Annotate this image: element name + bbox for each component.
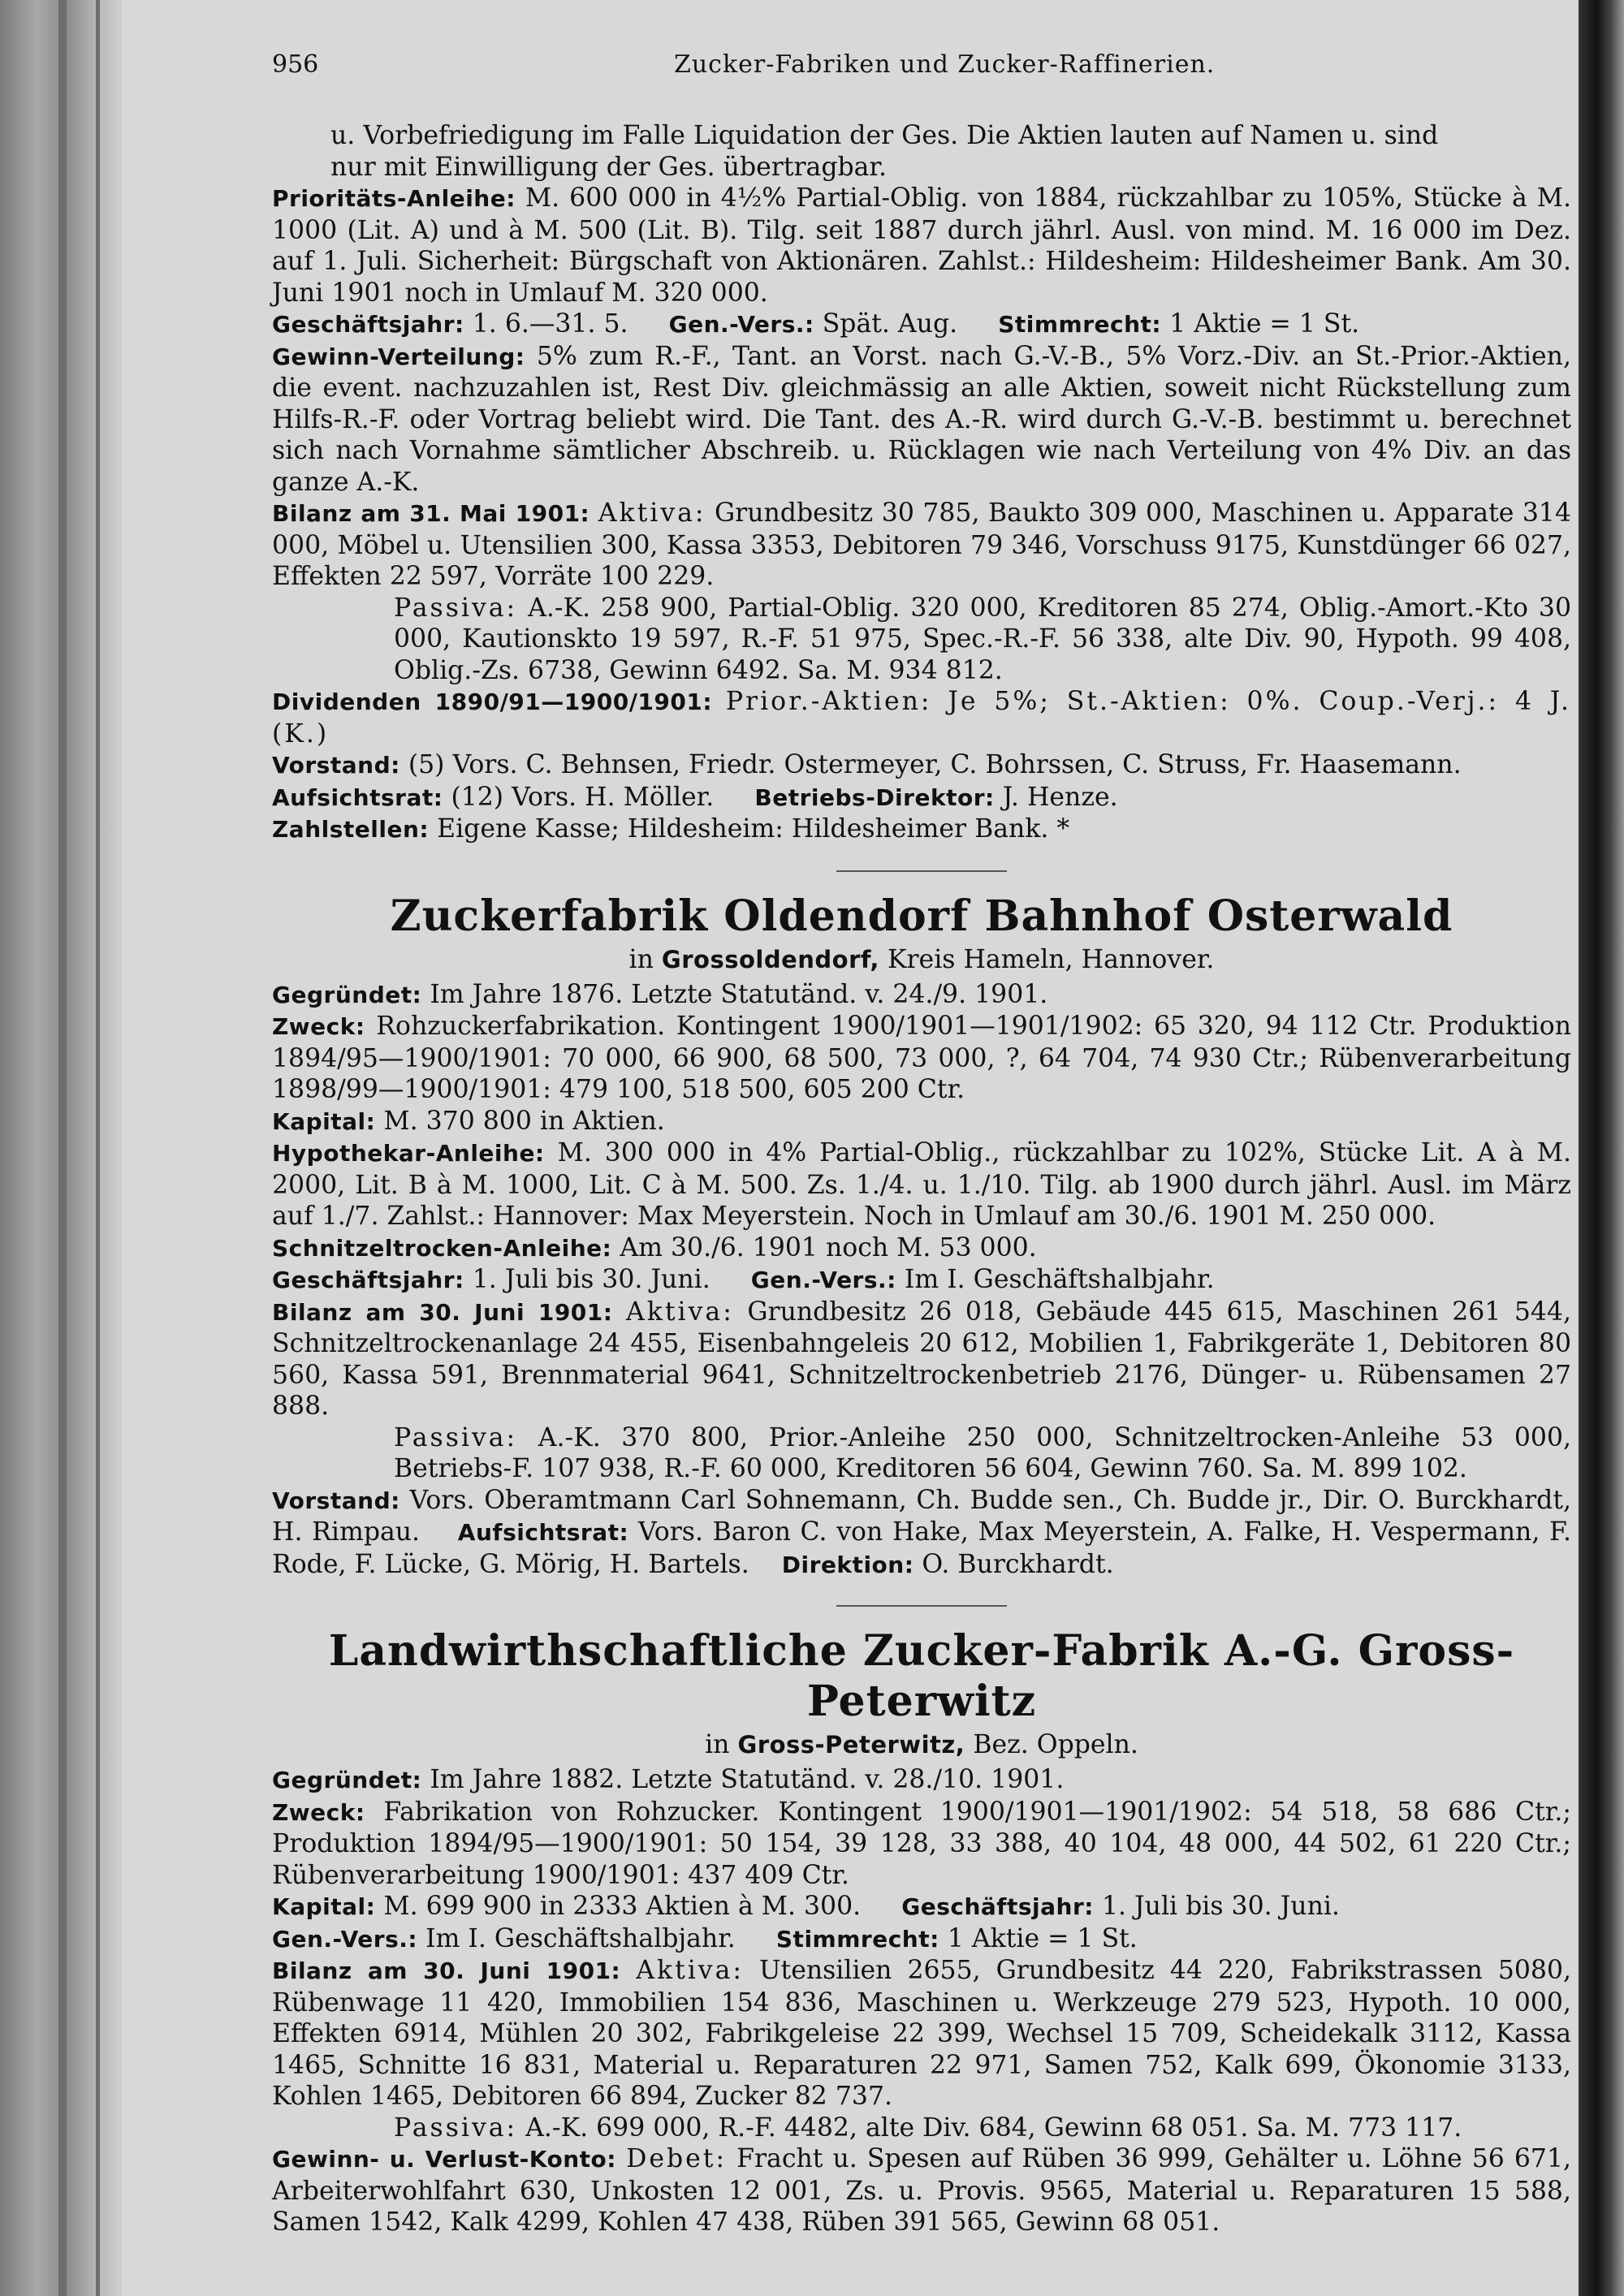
scan-margin-right <box>1579 0 1624 2296</box>
entry-key: Gegründet: <box>272 981 422 1008</box>
entry-text: M. 699 900 in 2333 Aktien à M. 300. <box>383 1892 862 1921</box>
entry-text: (5) Vors. C. Behnsen, Friedr. Ostermeyer, C. Bohrssen, C. Struss, Fr. Haasemann. <box>408 750 1462 779</box>
page-number: 956 <box>272 50 319 79</box>
continuation-line: u. Vorbefriedigung im Falle Liquidation der Ges. Die Aktien lauten auf Namen u. sind <box>330 121 1439 150</box>
entry-text: Prior.-Aktien: Je 5%; St.-Aktien: 0%. Coup.-Verj.: 4 J. (K.) <box>272 687 1571 749</box>
entry-kapital <box>272 1891 1571 1923</box>
section-divider <box>836 1605 1007 1607</box>
entry-key: Aufsichtsrat: <box>272 783 443 811</box>
entry-key: Zweck: <box>272 1013 365 1040</box>
entry-zweck <box>272 1797 1571 1892</box>
entry-aufsichtsrat <box>272 782 1571 814</box>
entry-key: Geschäftsjahr: <box>272 311 464 338</box>
entry-gen-vers <box>272 1923 1571 1956</box>
entry-key: Dividenden 1890/91—1900/1901: <box>272 688 713 715</box>
entry-key: Gegründet: <box>272 1767 422 1793</box>
entry-text: Fabrikation von Rohzucker. Kontingent 1900/1901—1901/1902: 54 518, 58 686 Ctr.; Produktion 1894/95—1900/1901: 50 154, 39 128, 33 388, 40 104, 48 000, 44 502, 61 220 Ctr.; Rübenverarbeitung 1900/1901: 437 409 Ctr. <box>272 1797 1571 1890</box>
aktiva-label: Aktiva: <box>636 1956 744 1985</box>
aktiva-label: Aktiva: <box>598 498 706 528</box>
company-location <box>272 943 1571 976</box>
scan-binding-stripe <box>96 0 100 2296</box>
page-content <box>272 120 1571 2238</box>
entry-text: 1. 6.—31. 5. <box>472 309 628 339</box>
company-title: Zuckerfabrik Oldendorf Bahnhof Osterwald <box>390 891 1453 941</box>
entry-kapital <box>272 1106 1571 1138</box>
entry-key: Direktion: <box>781 1551 914 1578</box>
entry-key: Kapital: <box>272 1893 376 1920</box>
entry-text: M. 600 000 in 4½% Partial-Oblig. von 1884, rückzahlbar zu 105%, Stücke à M. 1000 (Lit. A) und à M. 500 (Lit. B). Tilg. seit 1887 durch jährl. Ausl. von mind. M. 16 000 im Dez. auf 1. Juli. Sicherheit: Bürgschaft von Aktionären. Zahlst.: Hildesheim: Hildesheimer Bank. Am 30. Juni 1901 noch in Umlauf M. 320 000. <box>272 183 1572 308</box>
entry-passiva <box>272 1422 1571 1485</box>
entry-key: Betriebs-Direktor: <box>754 783 995 811</box>
entry-passiva <box>272 2113 1571 2144</box>
entry-text: A.-K. 370 800, Prior.-Anleihe 250 000, Schnitzeltrocken-Anleihe 53 000, Betriebs-F. 107 938, R.-F. 60 000, Kreditoren 56 604, Gewinn 760. Sa. M. 899 102. <box>394 1422 1571 1483</box>
entry-text: Grundbesitz 30 785, Baukto 309 000, Maschinen u. Apparate 314 000, Möbel u. Utensilien 300, Kassa 3353, Debitoren 79 346, Vorschuss 9175, Kunstdünger 66 027, Effekten 22 597, Vorräte 100 229. <box>272 498 1571 591</box>
entry-text: Im I. Geschäftshalbjahr. <box>904 1265 1215 1294</box>
company-location <box>272 1728 1571 1761</box>
entry-text: 1 Aktie = 1 St. <box>947 1923 1138 1953</box>
entry-dividenden <box>272 686 1571 749</box>
entry-key: Schnitzeltrocken-Anleihe: <box>272 1234 612 1262</box>
section-divider <box>836 870 1007 872</box>
entry-text: 1. Juli bis 30. Juni. <box>472 1265 710 1294</box>
passiva-label: Passiva: <box>394 1422 518 1452</box>
entry-bilanz <box>272 1297 1571 1422</box>
entry-bilanz <box>272 1955 1571 2113</box>
entry-text: Im Jahre 1882. Letzte Statutänd. v. 28./10. 1901. <box>430 1765 1065 1794</box>
continuation-line: nur mit Einwilligung der Ges. übertragbar. <box>330 152 888 182</box>
debet-label: Debet: <box>626 2144 728 2173</box>
entry-passiva <box>272 593 1571 687</box>
entry-text: Vors. Oberamtmann Carl Sohnemann, Ch. Budde sen., Ch. Budde jr., Dir. O. Burckhardt, H. Rimpau. <box>272 1485 1572 1547</box>
entry-text: Fracht u. Spesen auf Rüben 36 999, Gehälter u. Löhne 56 671, Arbeiterwohlfahrt 630, Unkosten 12 001, Zs. u. Provis. 9565, Material u. Reparaturen 15 588, Samen 1542, Kalk 4299, Kohlen 47 438, Rüben 391 565, Gewinn 68 051. <box>272 2144 1572 2237</box>
entry-geschaeftsjahr <box>272 1264 1571 1297</box>
entry-key: Vorstand: <box>272 1487 400 1514</box>
entry-vorstand <box>272 1485 1571 1582</box>
entry-text: A.-K. 258 900, Partial-Oblig. 320 000, Kreditoren 85 274, Oblig.-Amort.-Kto 30 000, Kautionskto 19 597, R.-F. 51 975, Spec.-R.-F. 56 338, alte Div. 90, Hypoth. 99 408, Oblig.-Zs. 6738, Gewinn 6492. Sa. M. 934 812. <box>394 593 1572 685</box>
location-region: Kreis Hameln, Hannover. <box>887 944 1215 974</box>
entry-key: Bilanz am 31. Mai 1901: <box>272 500 590 527</box>
entry-gewinn-verlust-konto <box>272 2143 1571 2238</box>
entry-text: Utensilien 2655, Grundbesitz 44 220, Fabrikstrassen 5080, Rübenwage 11 420, Immobilien 154 836, Maschinen u. Werkzeuge 279 523, Hypoth. 10 000, Effekten 6914, Mühlen 20 302, Fabrikgeleise 22 399, Wechsel 15 709, Scheidekalk 3112, Kassa 1465, Schnitte 16 831, Material u. Reparaturen 22 971, Samen 752, Kalk 699, Ökonomie 3133, Kohlen 1465, Debitoren 66 894, Zucker 82 737. <box>272 1956 1572 2111</box>
entry-vorstand <box>272 749 1571 782</box>
entry-text: 1. Juli bis 30. Juni. <box>1101 1892 1340 1921</box>
entry-text: O. Burckhardt. <box>922 1549 1114 1579</box>
entry-key: Geschäftsjahr: <box>901 1893 1094 1920</box>
entry-key: Geschäftsjahr: <box>272 1267 464 1293</box>
passiva-label: Passiva: <box>394 2113 518 2143</box>
entry-prioritaets-anleihe <box>272 183 1571 309</box>
entry-key: Stimmrecht: <box>998 311 1162 338</box>
entry-geschaeftsjahr <box>272 309 1571 341</box>
running-header <box>154 50 1575 83</box>
entry-key: Aufsichtsrat: <box>457 1519 629 1546</box>
entry-text: M. 370 800 in Aktien. <box>383 1106 665 1136</box>
entry-key: Bilanz am 30. Juni 1901: <box>272 1957 621 1984</box>
passiva-label: Passiva: <box>394 593 518 623</box>
location-town: Gross-Peterwitz, <box>737 1731 965 1759</box>
entry-key: Zweck: <box>272 1798 365 1826</box>
entry-text: Vors. Baron C. von Hake, Max Meyerstein, A. Falke, H. Vespermann, F. Rode, F. Lücke, G. Mörig, H. Bartels. <box>272 1517 1572 1579</box>
entry-text: Im I. Geschäftshalbjahr. <box>425 1923 736 1953</box>
entry-hypothekar-anleihe <box>272 1137 1571 1232</box>
entry-key: Gen.-Vers.: <box>272 1925 418 1953</box>
entry-text: Am 30./6. 1901 noch M. 53 000. <box>620 1232 1037 1262</box>
location-prefix: in <box>705 1730 730 1759</box>
entry-zweck <box>272 1011 1571 1106</box>
entry-key: Gewinn-Verteilung: <box>272 343 525 370</box>
entry-key: Gewinn- u. Verlust-Konto: <box>272 2146 616 2173</box>
running-title: Zucker-Fabriken und Zucker-Raffinerien. <box>674 50 1216 79</box>
entry-key: Bilanz am 30. Juni 1901: <box>272 1298 613 1326</box>
aktiva-label: Aktiva: <box>626 1297 734 1327</box>
entry-key: Prioritäts-Anleihe: <box>272 185 516 212</box>
location-prefix: in <box>628 944 654 974</box>
entry-key: Hypothekar-Anleihe: <box>272 1140 545 1167</box>
entry-text: Eigene Kasse; Hildesheim: Hildesheimer Bank. * <box>437 814 1070 844</box>
entry-text: (12) Vors. H. Möller. <box>451 782 715 812</box>
entry-text: J. Henze. <box>1002 782 1118 812</box>
entry-text: A.-K. 699 000, R.-F. 4482, alte Div. 684, Gewinn 68 051. Sa. M. 773 117. <box>525 2113 1462 2143</box>
entry-key: Vorstand: <box>272 752 400 779</box>
entry-text: Im Jahre 1876. Letzte Statutänd. v. 24./9. 1901. <box>430 979 1048 1009</box>
entry-key: Gen.-Vers.: <box>668 311 814 338</box>
entry-gegruendet <box>272 1764 1571 1797</box>
entry-text: 1 Aktie = 1 St. <box>1169 309 1360 339</box>
entry-schnitzeltrocken-anleihe <box>272 1232 1571 1265</box>
entry-text: 5% zum R.-F., Tant. an Vorst. nach G.-V.-B., 5% Vorz.-Div. an St.-Prior.-Aktien, die event. nachzuzahlen ist, Rest Div. gleichmässig an alle Aktien, soweit nicht Rückstellung zum Hilfs-R.-F. oder Vortrag beliebt wird. Die Tant. des A.-R. wird durch G.-V.-B. bestimmt u. berechnet sich nach Vornahme sämtlicher Abschreib. u. Rücklagen wie nach Verteilung von 4% Div. an das ganze A.-K. <box>272 341 1571 497</box>
entry-gegruendet <box>272 979 1571 1012</box>
scan-binding-stripe <box>58 0 67 2296</box>
company-title: Landwirthschaftliche Zucker-Fabrik A.-G. Gross-Peterwitz <box>328 1626 1515 1726</box>
location-region: Bez. Oppeln. <box>973 1730 1138 1759</box>
entry-zahlstellen <box>272 814 1571 846</box>
location-town: Grossoldendorf, <box>661 945 879 973</box>
entry-gewinn-verteilung <box>272 341 1571 498</box>
entry-key: Stimmrecht: <box>775 1925 939 1953</box>
entry-bilanz <box>272 498 1571 593</box>
entry-text: M. 300 000 in 4% Partial-Oblig., rückzahlbar zu 102%, Stücke Lit. A à M. 2000, Lit. B à M. 1000, Lit. C à M. 500. Zs. 1./4. u. 1./10. Tilg. ab 1900 durch jährl. Ausl. im März auf 1./7. Zahlst.: Hannover: Max Meyerstein. Noch in Umlauf am 30./6. 1901 M. 250 000. <box>272 1138 1571 1231</box>
entry-text: Grundbesitz 26 018, Gebäude 445 615, Maschinen 261 544, Schnitzeltrockenanlage 24 455, Eisenbahngeleis 20 612, Mobilien 1, Fabrikgeräte 1, Debitoren 80 560, Kassa 591, Brennmaterial 9641, Schnitzeltrockenbetrieb 2176, Dünger- u. Rübensamen 27 888. <box>272 1297 1572 1421</box>
entry-key: Kapital: <box>272 1107 376 1135</box>
entry-key: Zahlstellen: <box>272 816 430 843</box>
entry-text: Rohzuckerfabrikation. Kontingent 1900/1901—1901/1902: 65 320, 94 112 Ctr. Produktion 1894/95—1900/1901: 70 000, 66 900, 68 500, 73 000, ?, 64 704, 74 930 Ctr.; Rübenverarbeitung 1898/99—1900/1901: 479 100, 518 500, 605 200 Ctr. <box>272 1012 1571 1104</box>
entry-text: Spät. Aug. <box>822 309 958 339</box>
entry-key: Gen.-Vers.: <box>750 1267 896 1293</box>
